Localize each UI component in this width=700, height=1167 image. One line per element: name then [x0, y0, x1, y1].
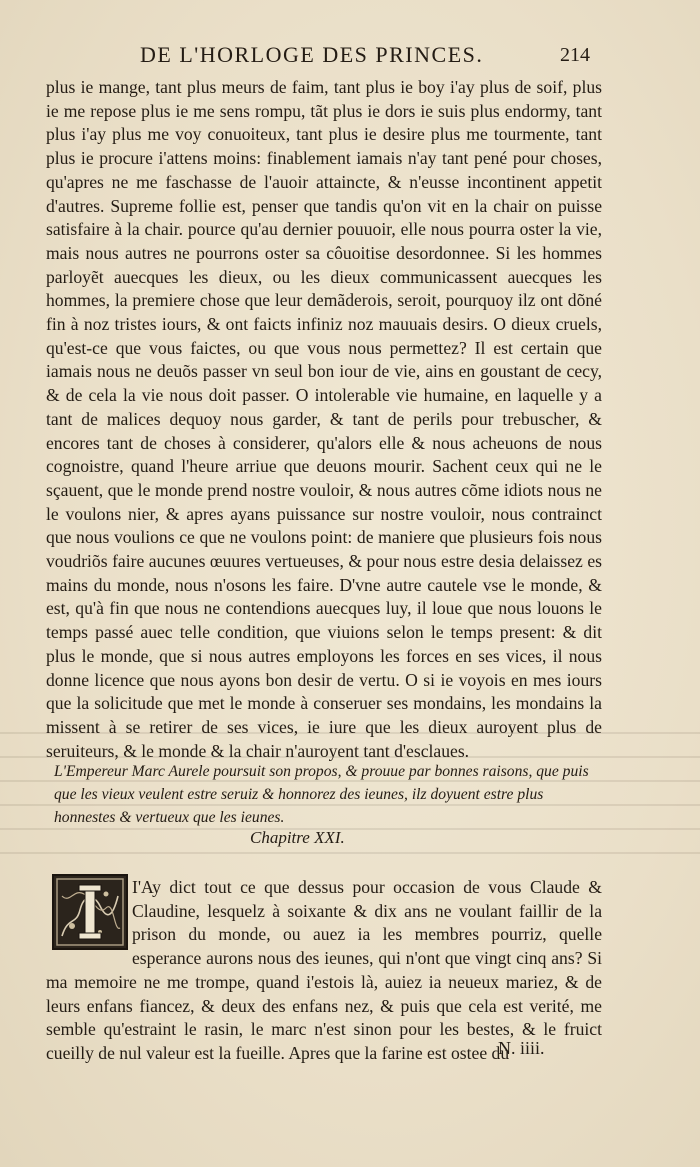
running-head: DE L'HORLOGE DES PRINCES.	[140, 42, 484, 67]
chapter-summary: L'Empereur Marc Aurele poursuit son propos, & prouue par bonnes raisons, que puis que les vieux veulent estre seruiz & honnorez des ieunes, ilz doyuent estre plus honnestes & vertueux que les ieunes.	[54, 763, 589, 826]
page-number: 214	[560, 44, 590, 66]
chapter-body-text: I'Ay dict tout ce que dessus pour occasion de vous Claude & Claudine, lesquelz à soixante & dix ans ne voulant faillir de la prison du monde, ou auez ia les membres pourriz, quelle esperance aurons nous des ieunes, qui n'ont que vingt cinq ans? Si ma memoire ne me trompe, quand i'estois là, auiez ia neueux mariez, & de leurs enfans fiancez, & deux des enfans nez, & puis que cela est verité, me semble qu'estraint le rasin, le marc n'est sinon pour les bestes, & le fruict cueilly de nul valeur est la fueille. Apres que la farine est ostee du	[46, 877, 602, 1063]
signature-mark: N. iiii.	[498, 1038, 545, 1058]
chapter-label: Chapitre XXI.	[250, 828, 345, 847]
page-header	[0, 42, 700, 72]
body-paragraph: plus ie mange, tant plus meurs de faim, tant plus ie boy i'ay plus de soif, plus ie me repose plus ie me sens rompu, tãt plus ie dors ie suis plus endormy, tant plus i'ay plus me voy conuoiteux, tant plus ie desire plus me tourmente, tant plus ie procure i'attens moins: finablement iamais n'ay tant pené pour choses, qu'apres ne me faschasse de l'auoir attaincte, & n'eusse incontinent appetit d'autres. Supreme follie est, penser que tandis qu'on vit en la chair on puisse satisfaire à la chair. pource qu'au dernier pouuoir, elle nous pourra oster la vie, mais nous autres ne pourrons oster sa côuoitise desordonnee. Si les hommes parloyẽt auecques les dieux, ou les dieux communicassent auecques les hommes, la premiere chose que leur demãderois, seroit, pourquoy ilz ont dõné fin à noz tristes iours, & ont faicts infiniz noz mauuais desirs. O dieux cruels, qu'est-ce que vous faictes, ou que vous nous permettez? Il est certain que iamais nous ne deuõs passer vn seul bon iour de vie, ains en goustant de cecy, & de cela la vie nous doit passer. O intolerable vie humaine, en laquelle y a tant de malices dequoy nous garder, & tant de perils pour trebuscher, & encores tant de choses à considerer, qu'alors elle & nous acheuons de nous cognoistre, quand l'heure arriue que deuons mourir. Sachent ceux qui ne le sçauent, que le monde prend nostre vouloir, & nous autres cõme idiots nous ne le voulons nier, & apres ayans puissance sur nostre vouloir, nous contrainct que nous voulions ce que ne voulons point: de maniere que plusieurs fois nous voudriõs faire aucunes œuures vertueuses, & pour nous estre desia delaissez es mains du monde, nous n'osons les faire. D'vne autre cautele vse le monde, & est, qu'à fin que nous ne contendions auecques luy, il loue que nous louons le temps passé auec telle condition, que viuions selon le temps present: & dit plus le monde, que si nous autres employons les forces en ses vices, il nous donne licence que nous ayons bon desir de vertu. O si ie voyois en mes iours que la solicitude que met le monde à conseruer ses mondains, les mondains la missent à se retirer de ses vices, ie iure que les dieux auroyent plus de seruiteurs, & le monde & la chair n'auroyent tant d'esclaues.	[46, 77, 602, 761]
initial-space	[46, 876, 132, 968]
